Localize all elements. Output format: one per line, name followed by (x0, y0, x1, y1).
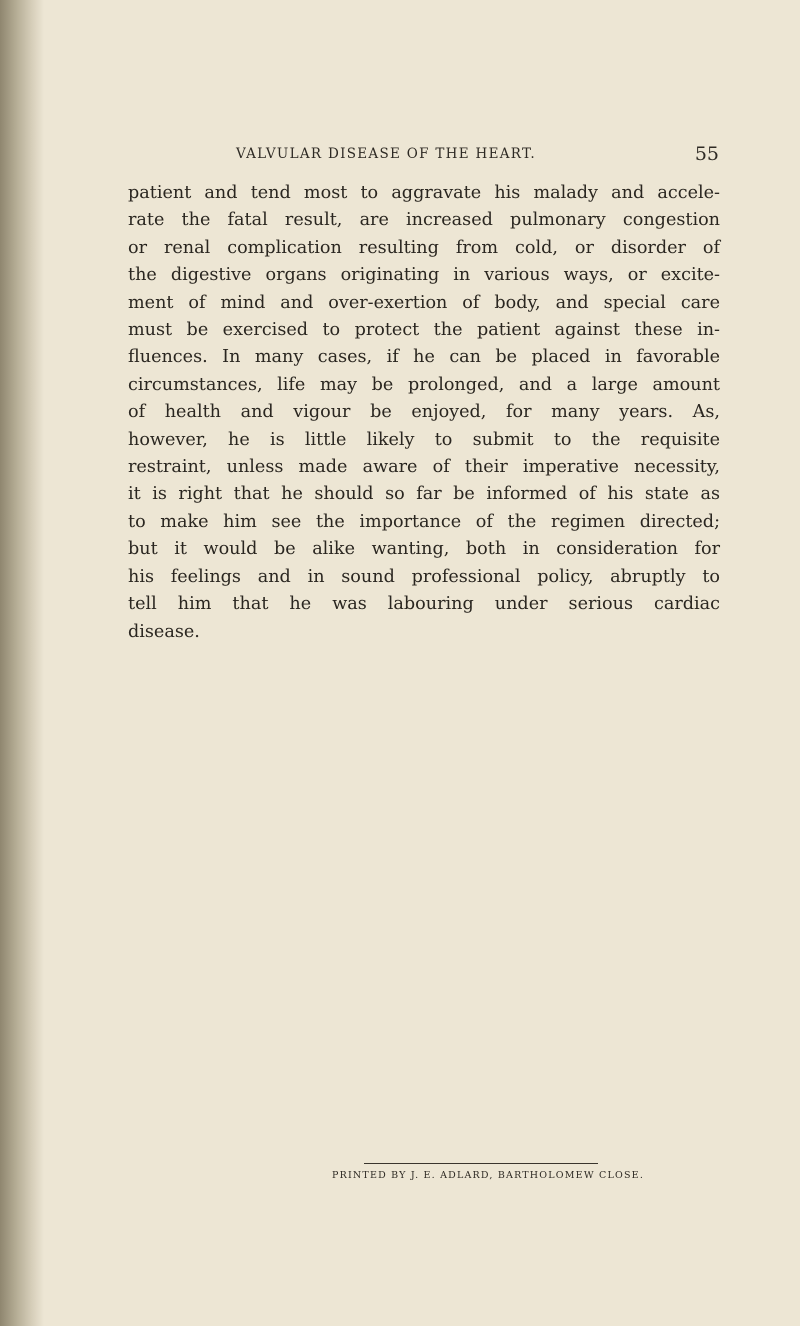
printer-imprint: PRINTED BY J. E. ADLARD, BARTHOLOMEW CLOSE. (332, 1170, 645, 1181)
footer-rule (364, 1163, 598, 1164)
page-number: 55 (694, 143, 719, 165)
running-header (236, 143, 719, 165)
text-line: the digestive organs originating in various ways, or excite- (128, 265, 720, 286)
text-line: rate the fatal result, are increased pulmonary congestion (128, 210, 720, 231)
text-line: however, he is little likely to submit to the requisite (128, 429, 720, 450)
text-line: restraint, unless made aware of their imperative necessity, (128, 457, 720, 478)
page-gutter-shadow (0, 0, 44, 1326)
text-line: of health and vigour be enjoyed, for many years. As, (128, 402, 720, 423)
text-line: to make him see the importance of the regimen directed; (128, 511, 720, 532)
text-line: ment of mind and over-exertion of body, and special care (128, 292, 720, 313)
text-line: tell him that he was labouring under serious cardiac (128, 594, 720, 615)
text-line: disease. (128, 621, 200, 642)
text-line: circumstances, life may be prolonged, and a large amount (128, 374, 720, 395)
text-line: must be exercised to protect the patient against these in- (128, 320, 720, 341)
text-line: fluences. In many cases, if he can be placed in favorable (128, 347, 720, 368)
text-line: it is right that he should so far be informed of his state as (128, 484, 720, 505)
text-line: but it would be alike wanting, both in consideration for (128, 539, 720, 560)
text-line: or renal complication resulting from cold, or disorder of (128, 237, 720, 258)
text-line: patient and tend most to aggravate his malady and accele- (128, 183, 720, 203)
body-paragraph (128, 180, 720, 646)
text-line: his feelings and in sound professional policy, abruptly to (128, 566, 720, 587)
running-title: VALVULAR DISEASE OF THE HEART. (236, 146, 536, 162)
